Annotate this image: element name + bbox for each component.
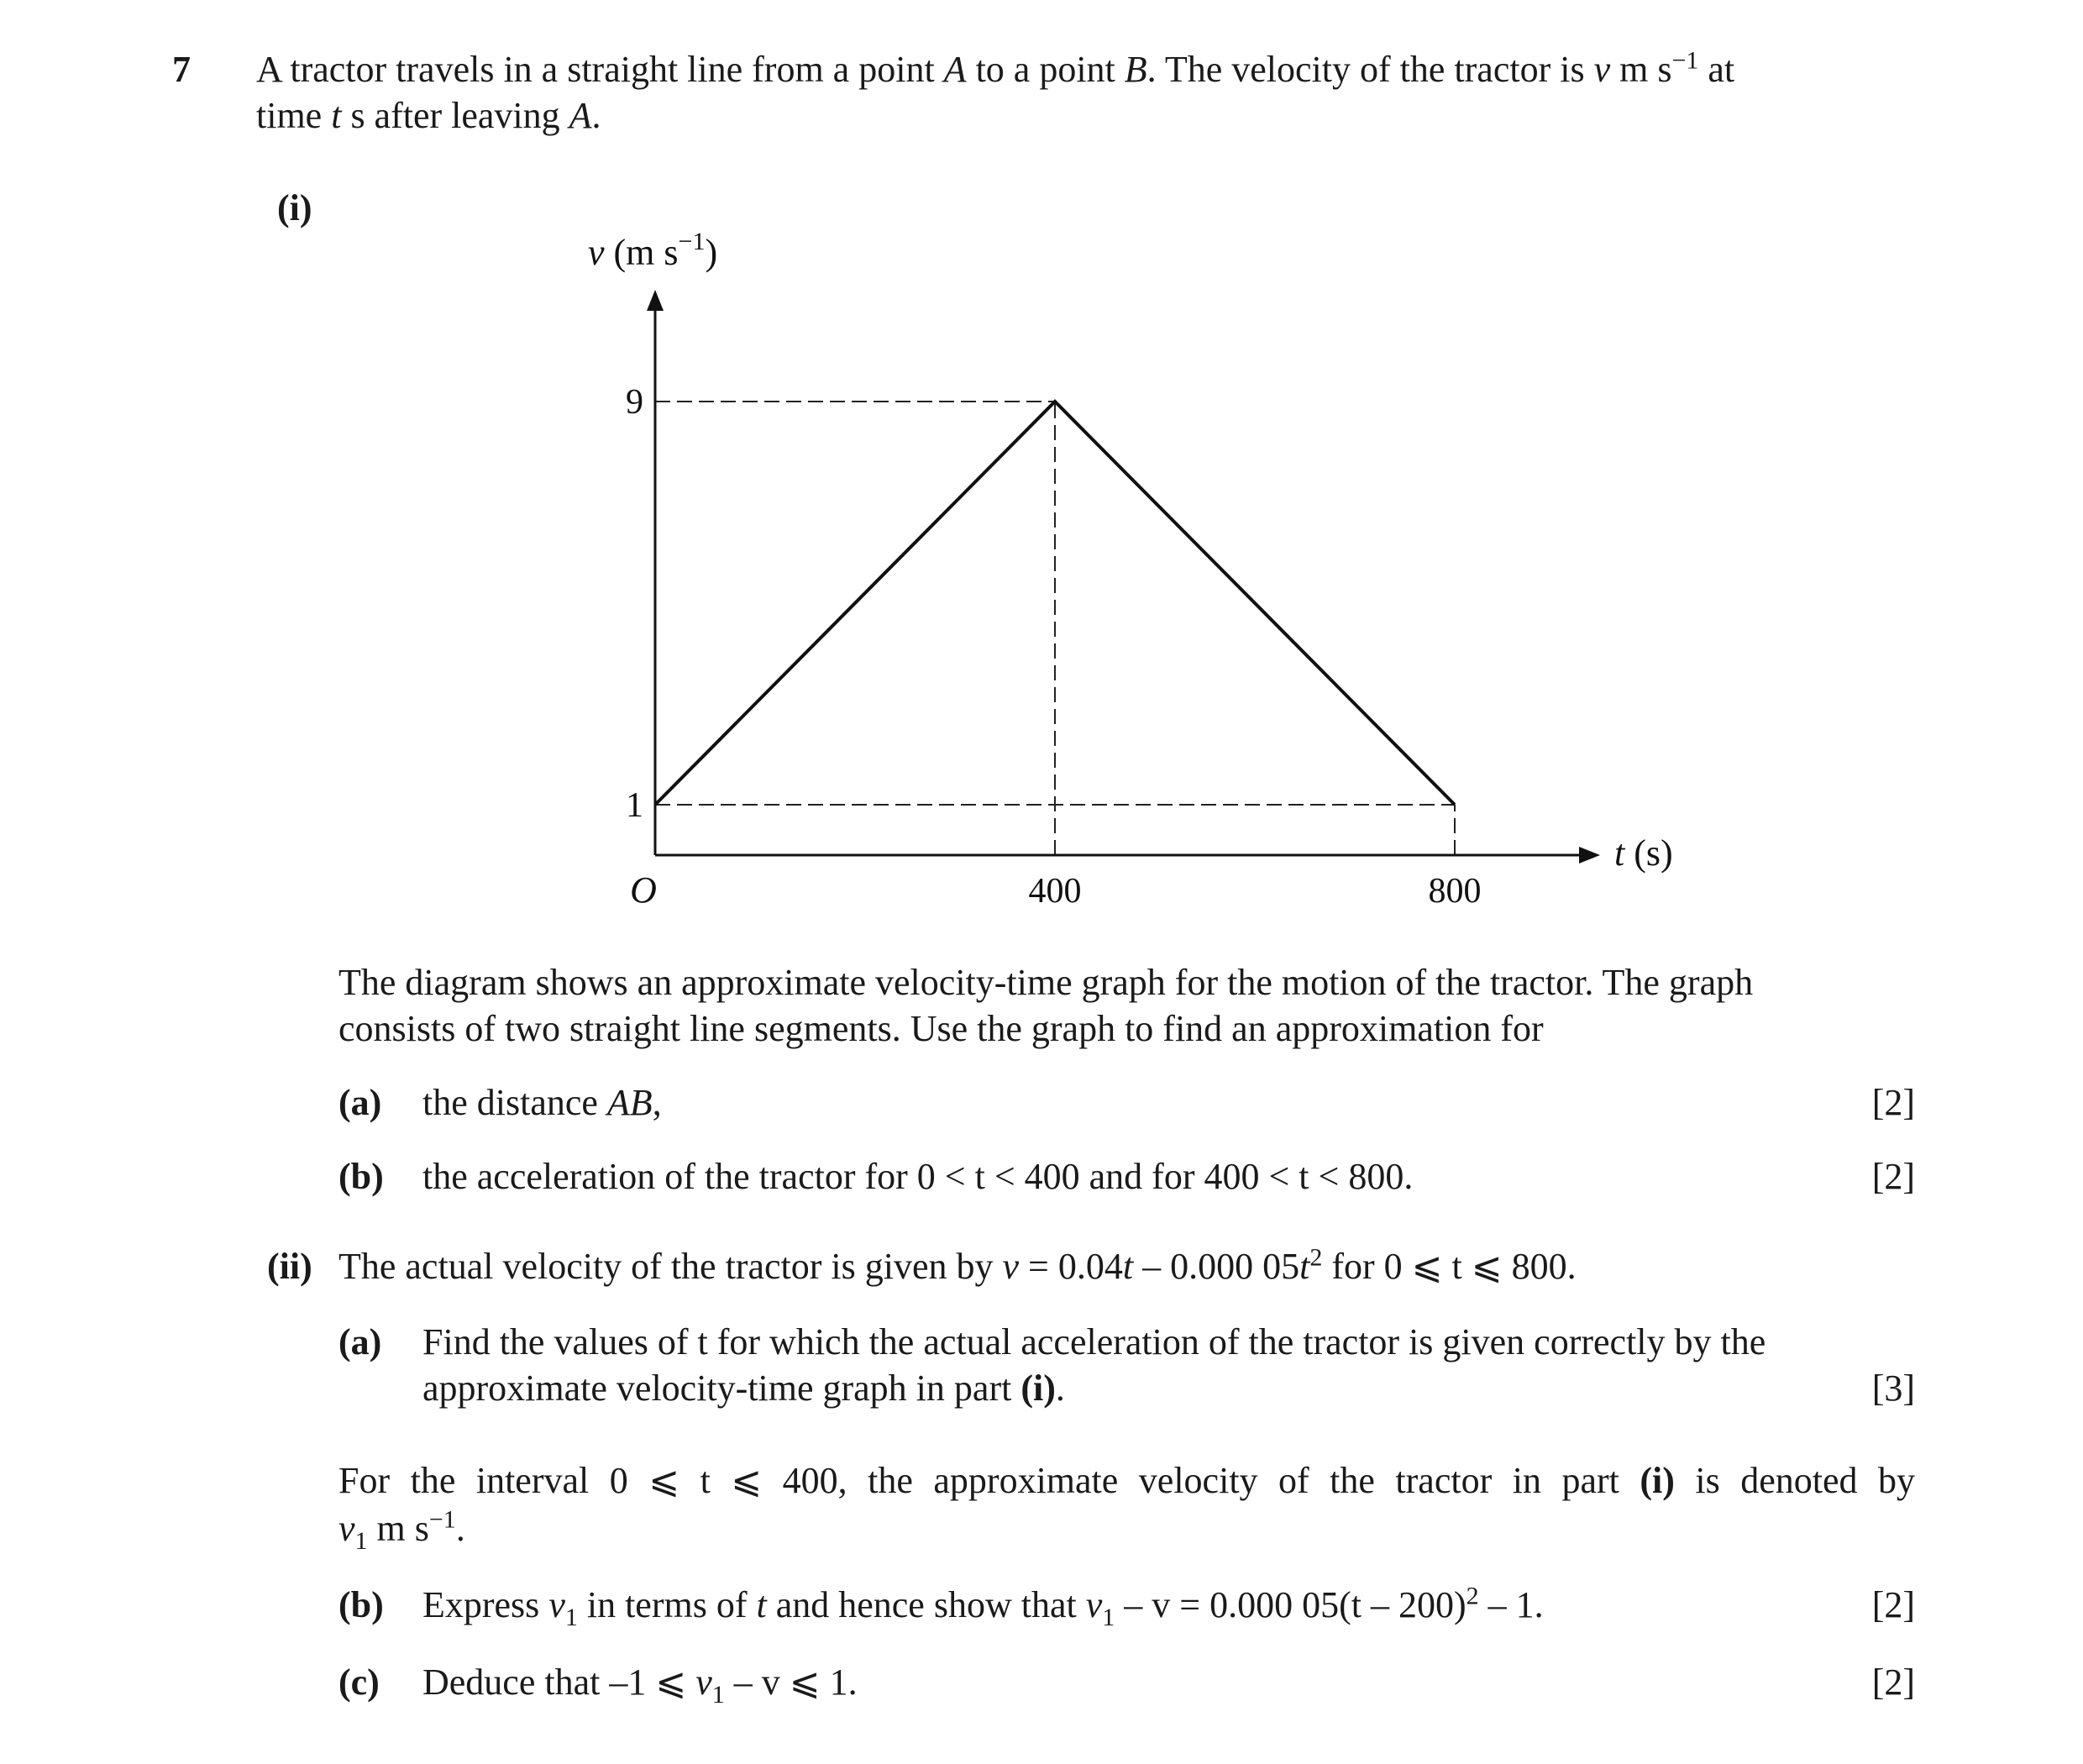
- part-ii-intro: The actual velocity of the tractor is given by v = 0.04t – 0.000 $05t^2$ for 0 ⩽ t ⩽ 800.: [338, 1243, 1577, 1287]
- part-i-description-line1: The diagram shows an approximate velocity-time graph for the motion of the tractor. The graph: [338, 962, 1754, 1003]
- part-ii-b-text: Express $v_1$ in terms of t and hence show that $v_1 - v = 0.000$ 05(t – 200)$^2$ – 1.: [422, 1582, 1544, 1631]
- y-axis-arrow-icon: [647, 290, 664, 311]
- part-i-b-marks: [2]: [1871, 1156, 1915, 1197]
- part-ii-b-label: (b): [338, 1584, 384, 1625]
- y-axis-label: v (m $s^{-1}$): [588, 228, 718, 273]
- part-ii-interval-line2: $v_1$ m $s^{-1}$.: [338, 1505, 465, 1555]
- x-tick-label-400: 400: [1028, 872, 1082, 911]
- part-ii-interval-line1: For the interval 0 ⩽ t ⩽ 400, the approximate velocity of the tractor in part (i) is denoted by: [338, 1460, 1915, 1501]
- part-i-a-marks: [2]: [1871, 1082, 1915, 1123]
- origin-label: O: [630, 869, 657, 911]
- part-ii-c-marks: [2]: [1871, 1662, 1915, 1703]
- part-ii-c-label: (c): [338, 1662, 380, 1703]
- y-tick-label-1: 1: [626, 786, 643, 825]
- part-i-a-text: the distance AB,: [422, 1082, 662, 1123]
- part-ii-label: (ii): [267, 1246, 312, 1287]
- part-ii-b-marks: [2]: [1871, 1584, 1915, 1625]
- part-ii-a-marks: [3]: [1871, 1368, 1915, 1409]
- part-i-b-text: the acceleration of the tractor for 0 < t < 400 and for 400 < t < 800.: [422, 1156, 1414, 1197]
- part-ii-a-line2: approximate velocity-time graph in part (i).: [422, 1368, 1065, 1409]
- y-tick-label-9: 9: [626, 383, 643, 422]
- x-axis-arrow-icon: [1579, 847, 1600, 864]
- part-ii-a-label: (a): [338, 1321, 382, 1362]
- part-i-a-label: (a): [338, 1082, 382, 1123]
- part-i-label: (i): [277, 187, 312, 228]
- x-tick-label-800: 800: [1428, 872, 1482, 911]
- part-i-b-label: (b): [338, 1156, 384, 1197]
- question-number: 7: [172, 49, 191, 90]
- question-intro-line2: time t s after leaving A.: [256, 95, 601, 136]
- part-ii-c-text: Deduce that –1 ⩽ $v_1$ – v ⩽ 1.: [422, 1662, 858, 1709]
- x-axis-label: t (s): [1614, 832, 1673, 874]
- part-i-description-line2: consists of two straight line segments. Use the graph to find an approximation for: [338, 1008, 1544, 1049]
- question-intro-line1: A tractor travels in a straight line from a point A to a point B. The velocity of the tractor is v m $s^{-1}$ at: [256, 46, 1735, 90]
- part-ii-a-line1: Find the values of t for which the actual acceleration of the tractor is given correctly by the: [422, 1321, 1766, 1362]
